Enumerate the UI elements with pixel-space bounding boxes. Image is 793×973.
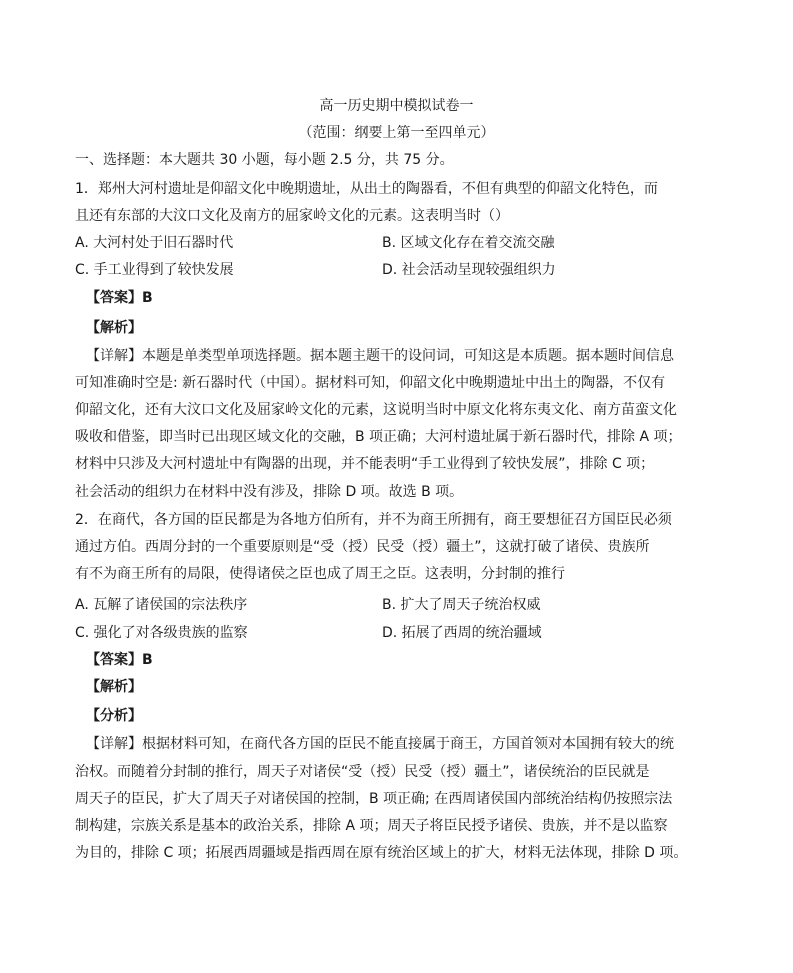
q2-option-a: A. 瓦解了诸侯国的宗法秩序 — [75, 597, 248, 613]
page-title: 高一历史期中模拟试卷一 — [319, 98, 474, 114]
page-subtitle: （范围：纲要上第一至四单元） — [298, 125, 495, 141]
q2-fenxi-label: 【分析】 — [86, 708, 142, 724]
q2-answer: 【答案】B — [86, 652, 153, 668]
q1-option-b: B. 区域文化存在着交流交融 — [382, 235, 555, 251]
q2-option-b: B. 扩大了周天子统治权威 — [382, 597, 541, 613]
q2-detail-line: 周天子的臣民，扩大了周天子对诸侯国的控制，B 项正确; 在西周诸侯国内部统治结构仍按照宗法 — [75, 791, 673, 807]
q1-detail-line: 社会活动的组织力在材料中没有涉及，排除 D 项。故选 B 项。 — [75, 484, 464, 500]
q1-detail-line: 【详解】本题是单类型单项选择题。据本题主题干的设问词，可知这是本质题。据本题时间信息 — [86, 348, 674, 364]
q1-stem-line: 且还有东部的大汶口文化及南方的屈家岭文化的元素。这表明当时（） — [75, 208, 509, 224]
q1-option-a: A. 大河村处于旧石器时代 — [75, 235, 234, 251]
q2-option-c: C. 强化了对各级贵族的监察 — [75, 625, 248, 641]
q1-option-d: D. 社会活动呈现较强组织力 — [382, 262, 556, 278]
q1-stem-line: 1．郑州大河村遗址是仰韶文化中晚期遗址，从出土的陶器看，不但有典型的仰韶文化特色，而 — [75, 181, 658, 197]
q2-detail-line: 治权。而随着分封制的推行，周天子对诸侯“受（授）民受（授）疆土”，诸侯统治的臣民就是 — [75, 764, 650, 780]
q2-detail-line: 【详解】根据材料可知，在商代各方国的臣民不能直接属于商王，方国首领对本国拥有较大的统 — [86, 736, 674, 752]
q2-analysis-label: 【解析】 — [86, 679, 142, 695]
q1-detail-line: 仰韶文化，还有大汶口文化及屈家岭文化的元素，这说明当时中原文化将东夷文化、南方苗蛮文化 — [75, 402, 677, 418]
q1-detail-line: 材料中只涉及大河村遗址中有陶器的出现，并不能表明“手工业得到了较快发展”，排除 C 项； — [75, 456, 655, 472]
q1-answer: 【答案】B — [86, 290, 153, 306]
q2-stem-line: 2．在商代，各方国的臣民都是为各地方伯所有，并不为商王所拥有，商王要想征召方国臣民必须 — [75, 512, 672, 528]
q2-option-d: D. 拓展了西周的统治疆域 — [382, 625, 542, 641]
q1-analysis-label: 【解析】 — [86, 320, 142, 336]
q1-option-c: C. 手工业得到了较快发展 — [75, 262, 234, 278]
q1-detail-line: 可知准确时空是: 新石器时代（中国）。据材料可知，仰韶文化中晚期遗址中出土的陶器，不仅有 — [75, 375, 666, 391]
q2-stem-line: 有不为商王所有的局限，使得诸侯之臣也成了周王之臣。这表明，分封制的推行 — [75, 566, 565, 582]
q2-stem-line: 通过方伯。西周分封的一个重要原则是“受（授）民受（授）疆土”，这就打破了诸侯、贵族所 — [75, 539, 650, 555]
section-heading: 一、选择题：本大题共 30 小题，每小题 2.5 分，共 75 分。 — [75, 152, 454, 168]
q2-detail-line: 为目的，排除 C 项；拓展西周疆域是指西周在原有统治区域上的扩大，材料无法体现，排除 D 项。 — [75, 845, 688, 861]
q1-detail-line: 吸收和借鉴，即当时已出现区域文化的交融，B 项正确；大河村遗址属于新石器时代，排除 A 项； — [75, 429, 682, 445]
q2-detail-line: 制构建，宗族关系是基本的政治关系，排除 A 项；周天子将臣民授予诸侯、贵族，并不是以监察 — [75, 818, 668, 834]
